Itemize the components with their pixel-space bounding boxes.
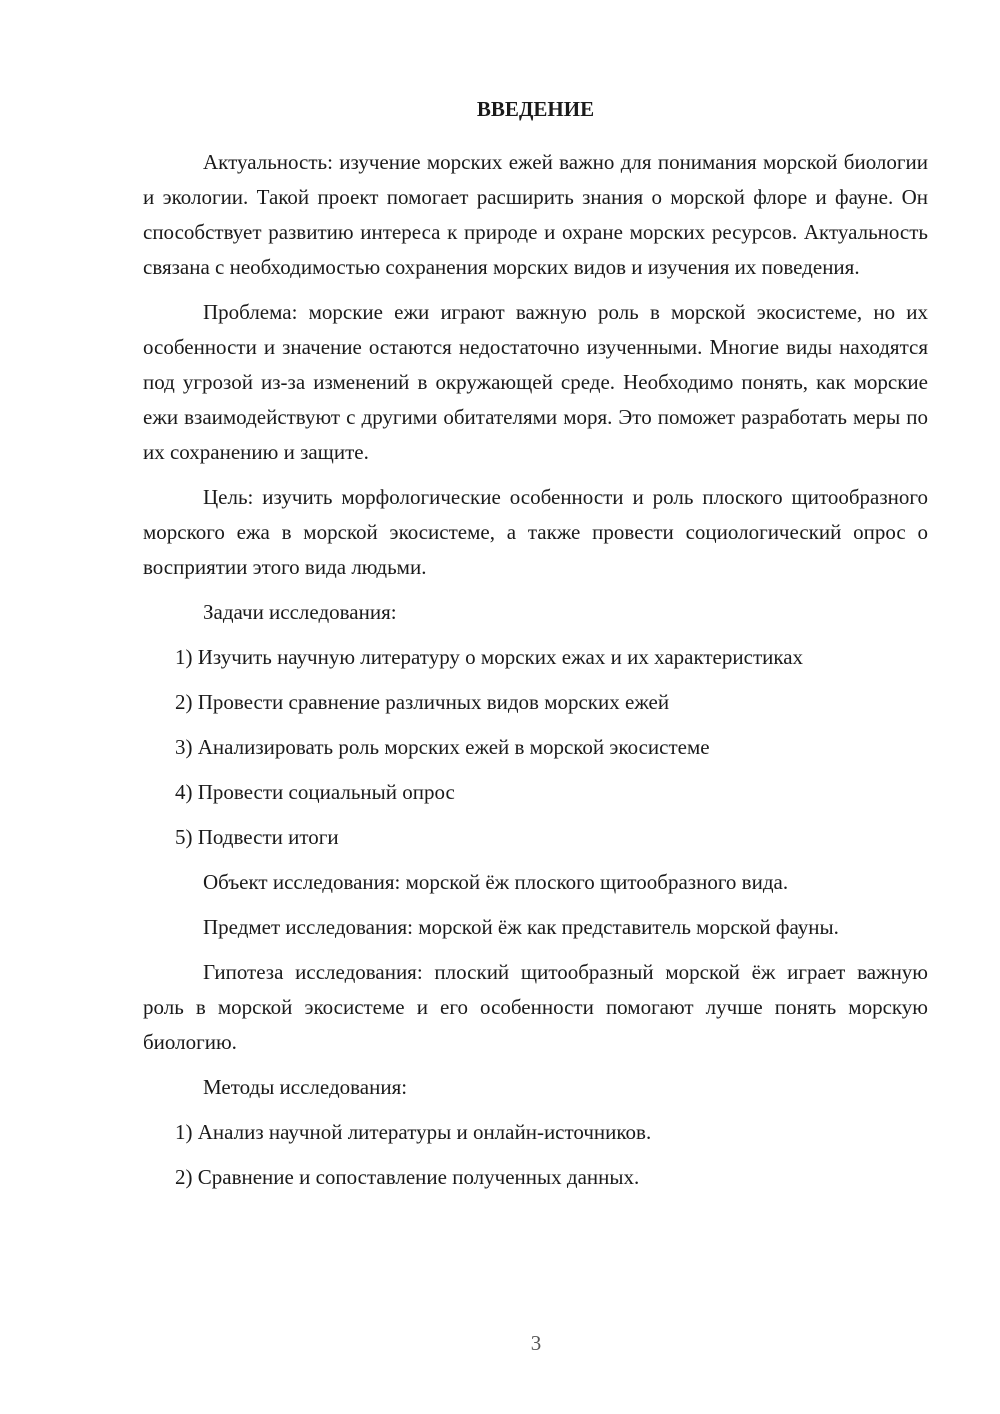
methods-list [143, 1115, 928, 1195]
hypothesis-paragraph: Гипотеза исследования: плоский щитообразный морской ёж играет важную роль в морской экосистеме и его особенности помогают лучше понять морскую биологию. [143, 960, 928, 1054]
list-item: 4) Провести социальный опрос [175, 780, 455, 804]
list-item: 2) Сравнение и сопоставление полученных данных. [175, 1165, 640, 1189]
list-item: 5) Подвести итоги [175, 825, 339, 849]
problem-paragraph: Проблема: морские ежи играют важную роль в морской экосистеме, но их особенности и значение остаются недостаточно изученными. Многие виды находятся под угрозой из-за изменений в окружающей среде. Необходимо понять, как морские ежи взаимодействуют с другими обитателями моря. Это поможет разработать меры по их сохранению и защите. [143, 300, 928, 464]
list-item: 1) Изучить научную литературу о морских ежах и их характеристиках [175, 645, 804, 669]
methods-heading: Методы исследования: [203, 1075, 408, 1099]
tasks-heading: Задачи исследования: [203, 600, 397, 624]
object-paragraph: Объект исследования: морской ёж плоского щитообразного вида. [203, 870, 789, 894]
page-content [143, 92, 928, 1205]
list-item: 2) Провести сравнение различных видов морских ежей [175, 690, 670, 714]
relevance-paragraph: Актуальность: изучение морских ежей важно для понимания морской биологии и экологии. Такой проект помогает расширить знания о морской флоре и фауне. Он способствует развитию интереса к природе и охране морских ресурсов. Актуальность связана с необходимостью сохранения морских видов и изучения их поведения. [143, 150, 928, 279]
goal-paragraph: Цель: изучить морфологические особенности и роль плоского щитообразного морского ежа в морской экосистеме, а также провести социологический опрос о восприятии этого вида людьми. [143, 485, 928, 579]
tasks-list [143, 640, 928, 855]
subject-paragraph: Предмет исследования: морской ёж как представитель морской фауны. [203, 915, 839, 939]
list-item: 1) Анализ научной литературы и онлайн-источников. [175, 1120, 652, 1144]
page-number: 3 [530, 1331, 542, 1355]
list-item: 3) Анализировать роль морских ежей в морской экосистеме [175, 735, 710, 759]
section-title: ВВЕДЕНИЕ [476, 97, 595, 121]
